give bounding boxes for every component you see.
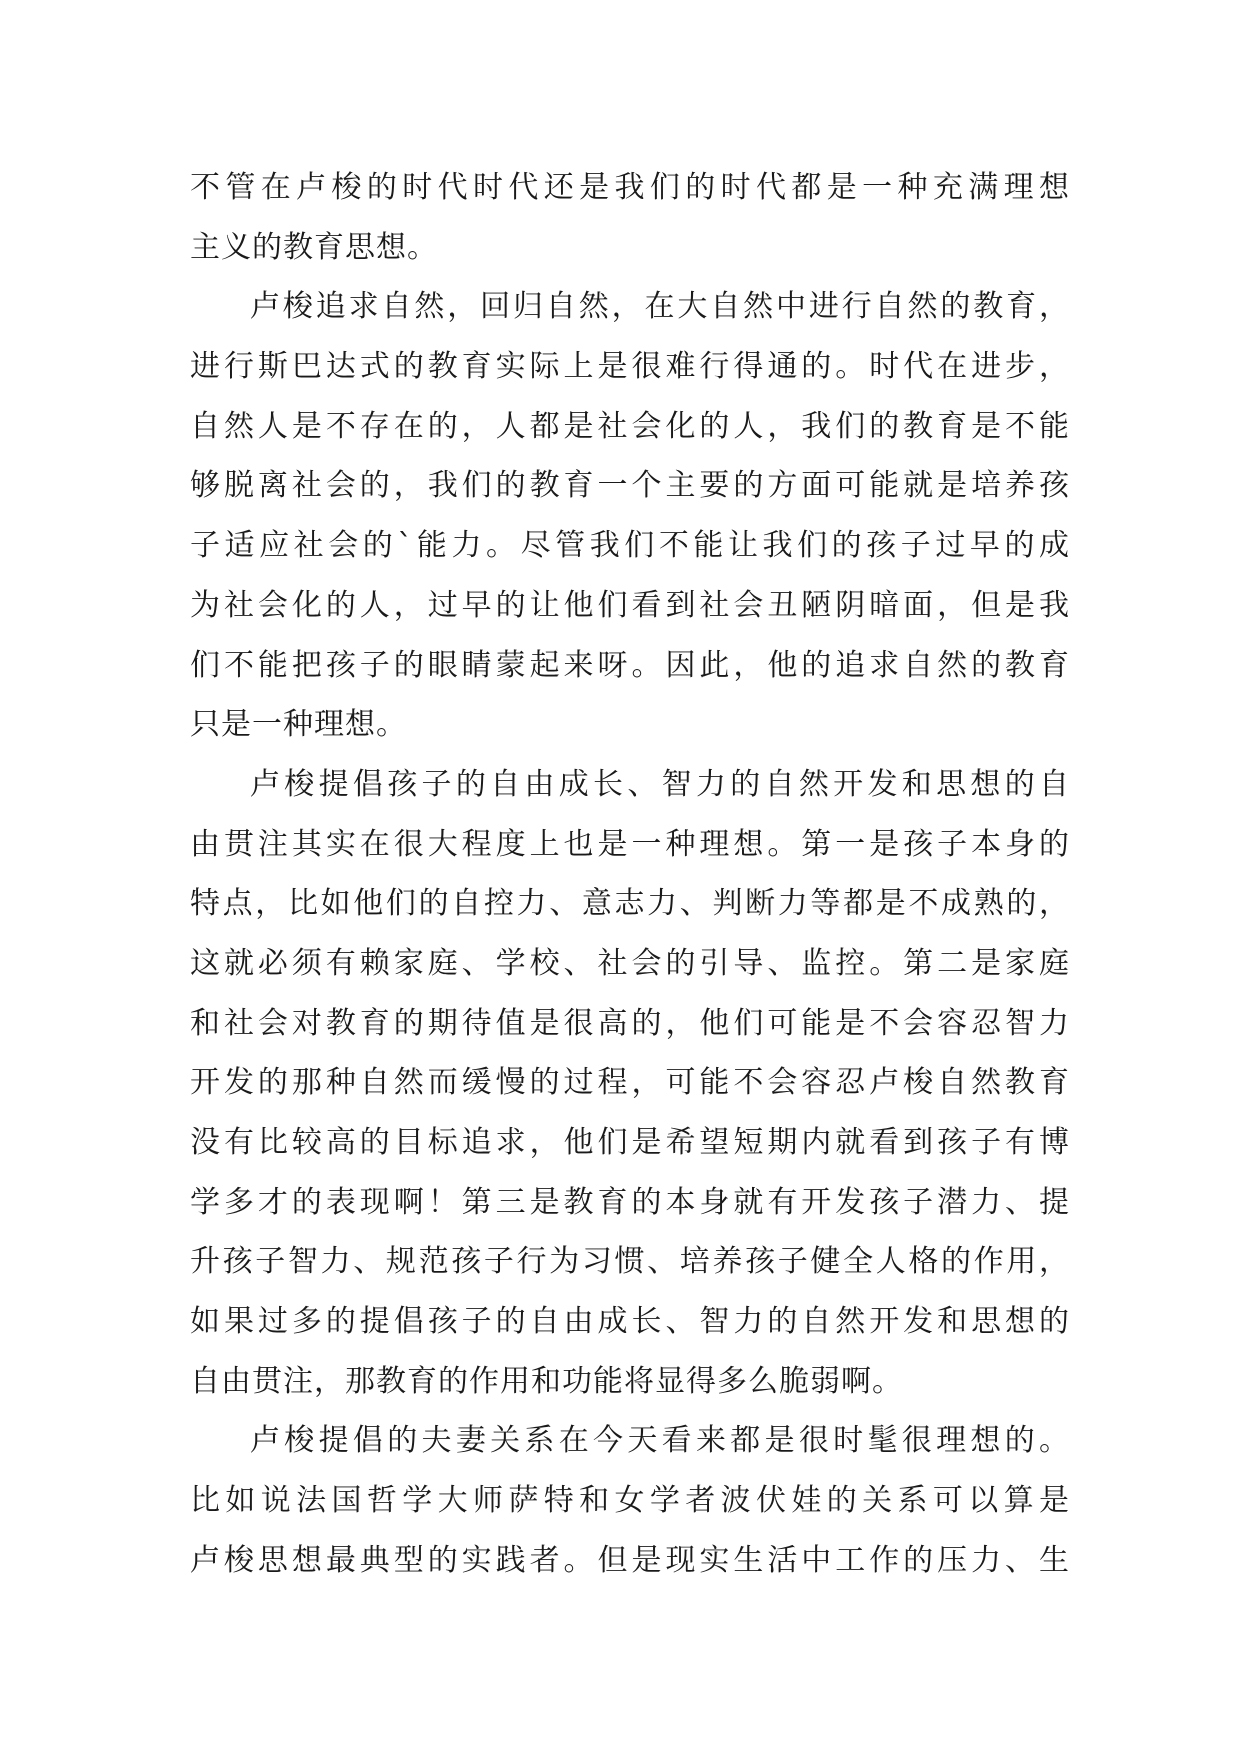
text-line: 卢梭思想最典型的实践者。但是现实生活中工作的压力、生 [190,1542,1070,1578]
text-line: 比如说法国哲学大师萨特和女学者波伏娃的关系可以算是 [190,1483,1070,1519]
text-line: 够脱离社会的，我们的教育一个主要的方面可能就是培养孩 [190,468,1070,504]
text-line: 自然人是不存在的，人都是社会化的人，我们的教育是不能 [190,408,1070,444]
text-line: 为社会化的人，过早的让他们看到社会丑陋阴暗面，但是我 [190,587,1070,623]
text-line: 卢梭提倡的夫妻关系在今天看来都是很时髦很理想的。 [250,1423,1070,1459]
text-line: 主义的教育思想。 [190,229,438,265]
text-line: 开发的那种自然而缓慢的过程，可能不会容忍卢梭自然教育 [190,1065,1070,1101]
text-line: 没有比较高的目标追求，他们是希望短期内就看到孩子有博 [190,1125,1070,1160]
text-line: 特点，比如他们的自控力、意志力、判断力等都是不成熟的， [190,886,1070,922]
text-line: 由贯注其实在很大程度上也是一种理想。第一是孩子本身的 [190,826,1070,862]
text-line: 进行斯巴达式的教育实际上是很难行得通的。时代在进步， [190,349,1070,385]
text-line: 子适应社会的`能力。尽管我们不能让我们的孩子过早的成 [190,528,1070,564]
text-line: 这就必须有赖家庭、学校、社会的引导、监控。第二是家庭 [190,945,1070,981]
text-line: 如果过多的提倡孩子的自由成长、智力的自然开发和思想的 [190,1304,1070,1340]
text-line: 升孩子智力、规范孩子行为习惯、培养孩子健全人格的作用， [190,1244,1070,1280]
text-line: 不管在卢梭的时代时代还是我们的时代都是一种充满理想 [190,170,1070,205]
text-line: 卢梭提倡孩子的自由成长、智力的自然开发和思想的自 [250,766,1070,802]
text-line: 自由贯注，那教育的作用和功能将显得多么脆弱啊。 [190,1363,903,1399]
text-line: 和社会对教育的期待值是很高的，他们可能是不会容忍智力 [190,1005,1070,1041]
text-line: 卢梭追求自然，回归自然，在大自然中进行自然的教育， [250,289,1070,325]
text-line: 们不能把孩子的眼睛蒙起来呀。因此，他的追求自然的教育 [190,647,1070,683]
text-line: 只是一种理想。 [190,707,407,743]
text-line: 学多才的表现啊！第三是教育的本身就有开发孩子潜力、提 [190,1184,1070,1220]
document-body [190,158,1070,1591]
